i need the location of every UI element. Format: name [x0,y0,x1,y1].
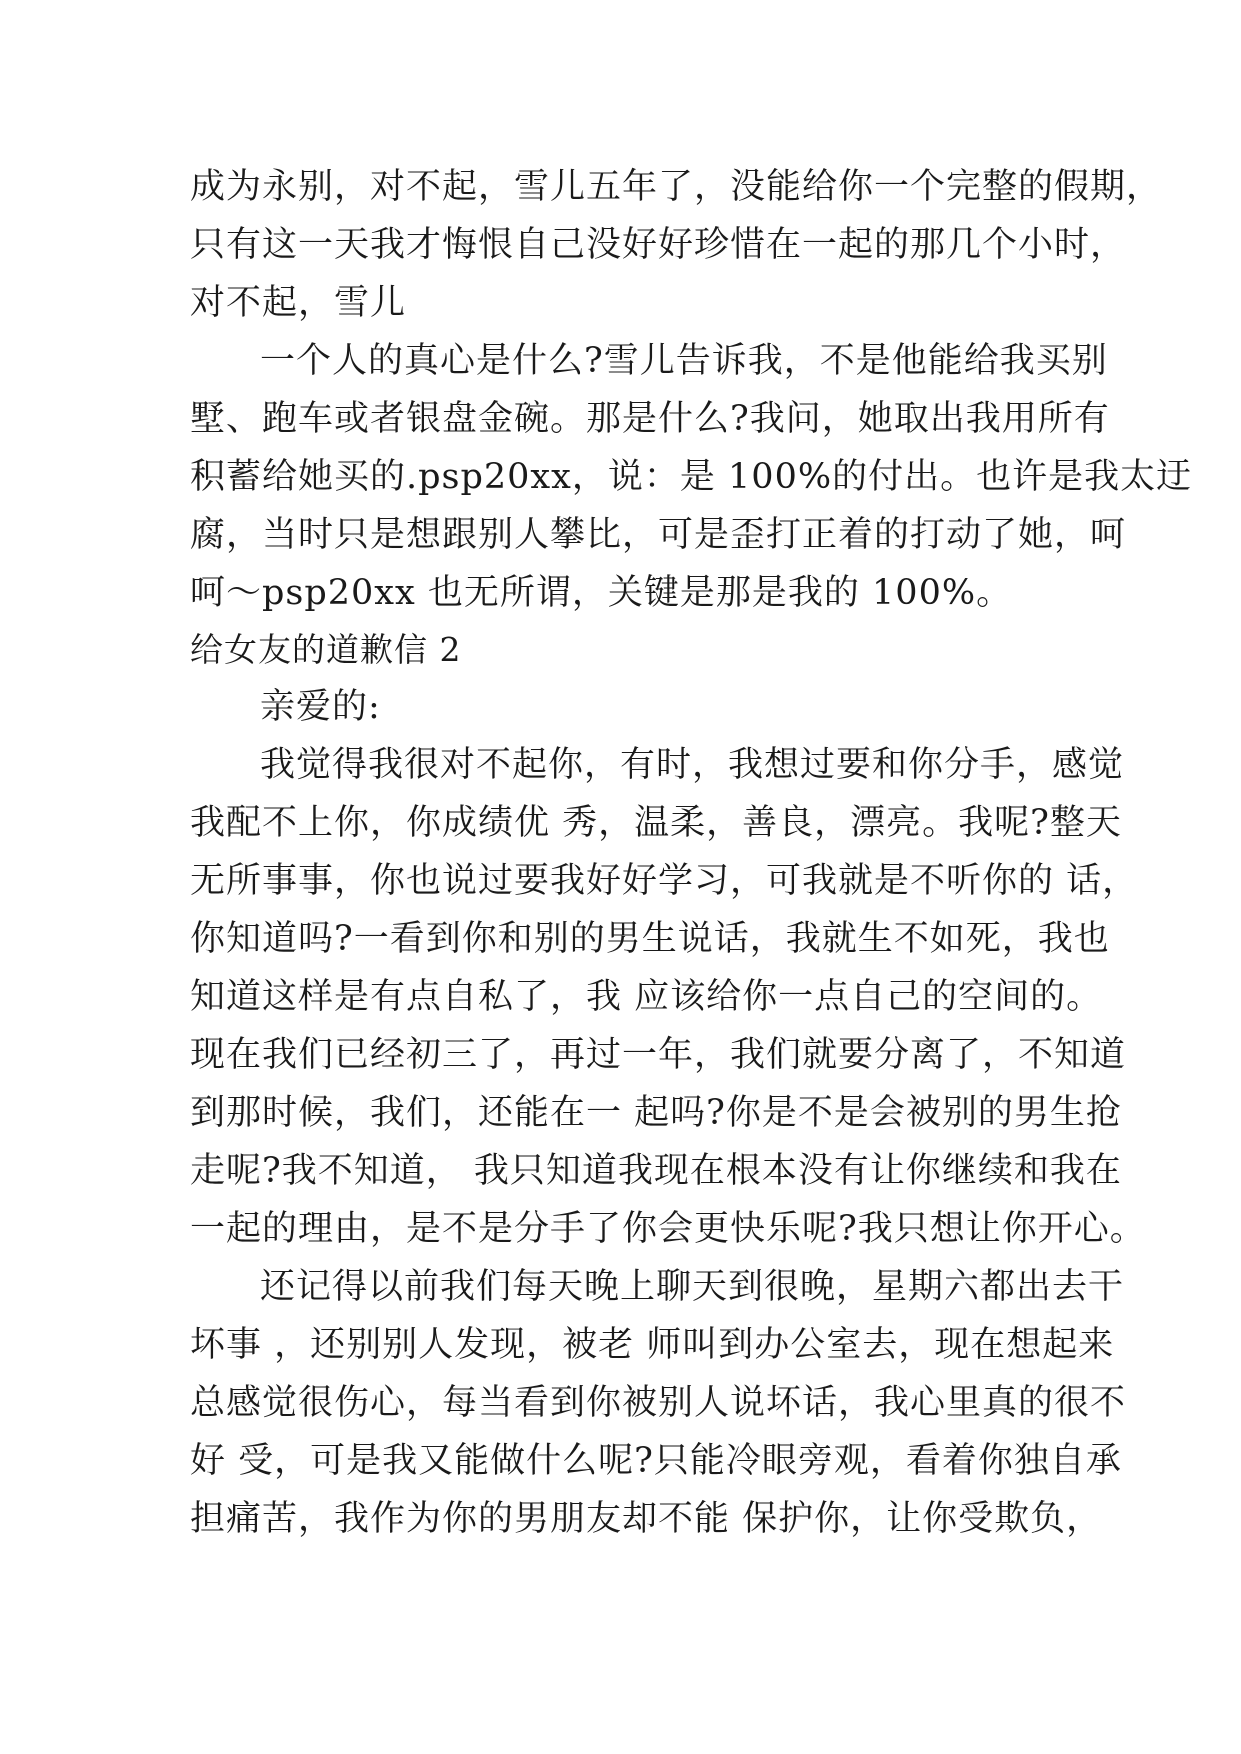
document-page [190,158,1193,1548]
text-line: 一起的理由，是不是分手了你会更快乐呢?我只想让你开心。 [190,1209,1146,1249]
text-line: 积蓄给她买的.psp20xx，说：是 100%的付出。也许是我太迂 [190,457,1193,497]
text-line: 坏事 ，还别别人发现，被老 师叫到办公室去，现在想起来 [190,1325,1115,1365]
salutation: 亲爱的: [260,687,381,727]
text-line: 无所事事，你也说过要我好好学习，可我就是不听你的 话， [190,861,1139,901]
text-line: 一个人的真心是什么?雪儿告诉我，不是他能给我买别 [260,341,1108,381]
text-line: 到那时候，我们，还能在一 起吗?你是不是会被别的男生抢 [190,1093,1122,1133]
section-title: 给女友的道歉信 2 [190,630,462,669]
text-line: 总感觉很伤心，每当看到你被别人说坏话，我心里真的很不 [190,1383,1127,1423]
text-line: 呵～psp20xx 也无所谓，关键是那是我的 100%。 [190,573,1013,613]
text-line: 我觉得我很对不起你，有时，我想过要和你分手，感觉 [260,745,1125,785]
paragraph-true-heart [190,332,1193,622]
text-line: 现在我们已经初三了，再过一年，我们就要分离了，不知道 [190,1035,1127,1075]
text-line: 对不起，雪儿 [190,283,407,323]
text-line: 好 受，可是我又能做什么呢?只能冷眼旁观，看着你独自承 [190,1441,1122,1481]
text-line: 我配不上你，你成绩优 秀，温柔，善良，漂亮。我呢?整天 [190,803,1122,843]
text-line: 走呢?我不知道， 我只知道我现在根本没有让你继续和我在 [190,1151,1122,1191]
text-line: 知道这样是有点自私了，我 应该给你一点自己的空间的。 [190,977,1103,1017]
text-line: 腐，当时只是想跟别人攀比，可是歪打正着的打动了她，呵 [190,515,1127,555]
text-line: 还记得以前我们每天晚上聊天到很晚，星期六都出去干 [260,1267,1125,1307]
paragraph-apology [190,736,1146,1258]
text-line: 担痛苦，我作为你的男朋友却不能 保护你，让你受欺负， [190,1499,1103,1539]
text-line: 只有这一天我才悔恨自己没好好珍惜在一起的那几个小时， [190,225,1127,265]
text-line: 你知道吗?一看到你和别的男生说话，我就生不如死，我也 [190,919,1110,959]
text-line: 成为永别，对不起，雪儿五年了，没能给你一个完整的假期， [190,167,1163,207]
text-line: 墅、跑车或者银盘金碗。那是什么?我问，她取出我用所有 [190,399,1110,439]
paragraph-continuation [190,158,1163,332]
paragraph-memories [190,1258,1127,1548]
